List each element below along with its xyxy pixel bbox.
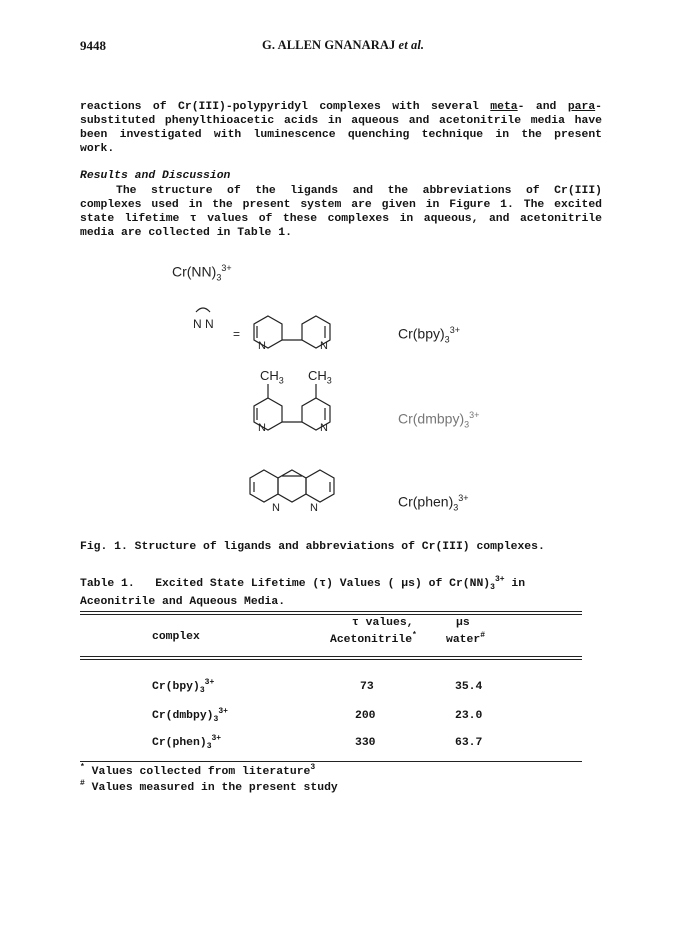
dmbpy-n-right: N (320, 422, 328, 434)
cell-sup: 3+ (211, 734, 222, 743)
cell-sup: 3+ (204, 678, 215, 687)
bpy-n-left: N (258, 340, 266, 352)
figure-caption: Fig. 1. Structure of ligands and abbreviations of Cr(III) complexes. (80, 541, 545, 553)
caption-sup: 3+ (494, 575, 505, 584)
methyl-label-left (260, 368, 284, 386)
note-mark: * (80, 763, 85, 772)
formula-sup: 3+ (221, 263, 232, 273)
para-word: para (567, 101, 596, 113)
running-head-authors: G. ALLEN GNANARAJ (262, 38, 396, 52)
equals-sign: = (233, 327, 241, 341)
table-row-complex (152, 707, 228, 724)
running-head (262, 38, 424, 53)
cell-sub: 3 (206, 742, 212, 752)
results-line-3: state lifetime τ values of these complexes in aqueous, and acetonitrile (80, 213, 602, 225)
table-cell-water: 35.4 (455, 681, 483, 693)
results-line-4: media are collected in Table 1. (80, 227, 292, 239)
cell-sub: 3 (213, 715, 219, 725)
methyl-text: CH (308, 368, 327, 383)
running-head-et-al: et al. (398, 38, 425, 52)
note-text: Values collected from literature (91, 765, 311, 778)
table-header-rule-2 (80, 659, 582, 660)
label-sub: 3 (453, 502, 459, 513)
table-note-literature (80, 763, 315, 778)
label-sub: 3 (444, 334, 450, 345)
dmbpy-n-left: N (258, 422, 266, 434)
header-tau-values: τ values, (352, 617, 414, 629)
methyl-sub: 3 (326, 375, 332, 386)
header-acn-mark: * (412, 631, 417, 640)
header-acetonitrile (330, 631, 417, 646)
label-cr-dmbpy (398, 410, 479, 429)
methyl-label-right (308, 368, 332, 386)
note-ref: 3 (310, 763, 316, 772)
label-cr-bpy (398, 325, 460, 344)
text-run: reactions of Cr(III)-polypyridyl complexes with several (80, 101, 491, 113)
intro-line-2: substituted phenylthioacetic acids in aqueous and acetonitrile media have (80, 115, 602, 127)
methyl-sub: 3 (278, 375, 284, 386)
intro-line-3: been investigated with luminescence quenching technique in the present (80, 129, 602, 141)
bite-arc (196, 308, 210, 312)
table-row-complex (152, 678, 214, 695)
header-complex: complex (152, 631, 200, 643)
label-text: Cr(dmbpy) (398, 410, 465, 427)
results-line-1: The structure of the ligands and the abbreviations of Cr(III) (116, 185, 602, 197)
table-top-rule-2 (80, 614, 582, 615)
note-mark: # (80, 779, 85, 788)
nn-label: N N (193, 317, 214, 331)
table-caption-line-2: Aceonitrile and Aqueous Media. (80, 596, 286, 609)
methyl-text: CH (260, 368, 279, 383)
table-header-rule (80, 656, 582, 657)
cell-text: Cr(bpy) (152, 680, 200, 693)
note-text: Values measured in the present study (91, 781, 338, 794)
cell-text: Cr(phen) (152, 736, 207, 749)
header-unit: μs (456, 617, 470, 629)
table-row-complex (152, 734, 221, 751)
label-cr-phen (398, 493, 469, 512)
bpy-n-right: N (320, 340, 328, 352)
table-cell-acetonitrile: 200 (355, 710, 376, 722)
meta-word: meta (490, 101, 518, 113)
header-water (446, 631, 485, 646)
cell-sup: 3+ (218, 707, 228, 716)
caption-text: Table 1. Excited State Lifetime (τ) Values ( μs) of Cr(NN) (80, 577, 491, 590)
label-sub: 3 (464, 419, 470, 430)
text-run: - and (517, 101, 568, 113)
label-sup: 3+ (469, 410, 480, 420)
cell-text: Cr(dmbpy) (152, 709, 214, 722)
general-formula (172, 263, 232, 282)
table-top-rule (80, 611, 582, 612)
section-heading: Results and Discussion (80, 170, 231, 182)
label-sup: 3+ (449, 325, 460, 335)
label-text: Cr(bpy) (398, 325, 445, 342)
phen-structure (250, 470, 334, 502)
table-caption-line-1 (80, 573, 602, 595)
caption-text: in (504, 577, 526, 590)
text-run: - (595, 101, 602, 113)
label-text: Cr(phen) (398, 493, 454, 510)
phen-n-right: N (310, 502, 318, 514)
intro-line-1 (80, 100, 602, 114)
header-acn-text: Acetonitrile (330, 633, 413, 646)
cell-sub: 3 (199, 686, 205, 696)
table-cell-water: 23.0 (455, 710, 483, 722)
intro-line-4: work. (80, 143, 115, 155)
intro-paragraph (80, 100, 602, 156)
table-cell-acetonitrile: 330 (355, 737, 376, 749)
phen-n-left: N (272, 502, 280, 514)
table-caption (80, 573, 602, 609)
formula-text: Cr(NN) (172, 263, 217, 280)
caption-sub: 3 (490, 583, 495, 593)
label-sup: 3+ (458, 493, 469, 503)
results-paragraph (80, 184, 602, 240)
table-bottom-rule (80, 761, 582, 762)
phen-ring-center (278, 470, 306, 502)
ligand-structures (180, 290, 380, 530)
page-number: 9448 (80, 38, 106, 53)
table-cell-acetonitrile: 73 (360, 681, 374, 693)
formula-sub: 3 (216, 272, 222, 283)
results-line-2: complexes used in the present system are given in Figure 1. The excited (80, 199, 602, 211)
header-water-mark: # (480, 631, 485, 640)
table-note-present-study (80, 779, 338, 794)
table-cell-water: 63.7 (455, 737, 483, 749)
header-water-text: water (446, 633, 481, 646)
